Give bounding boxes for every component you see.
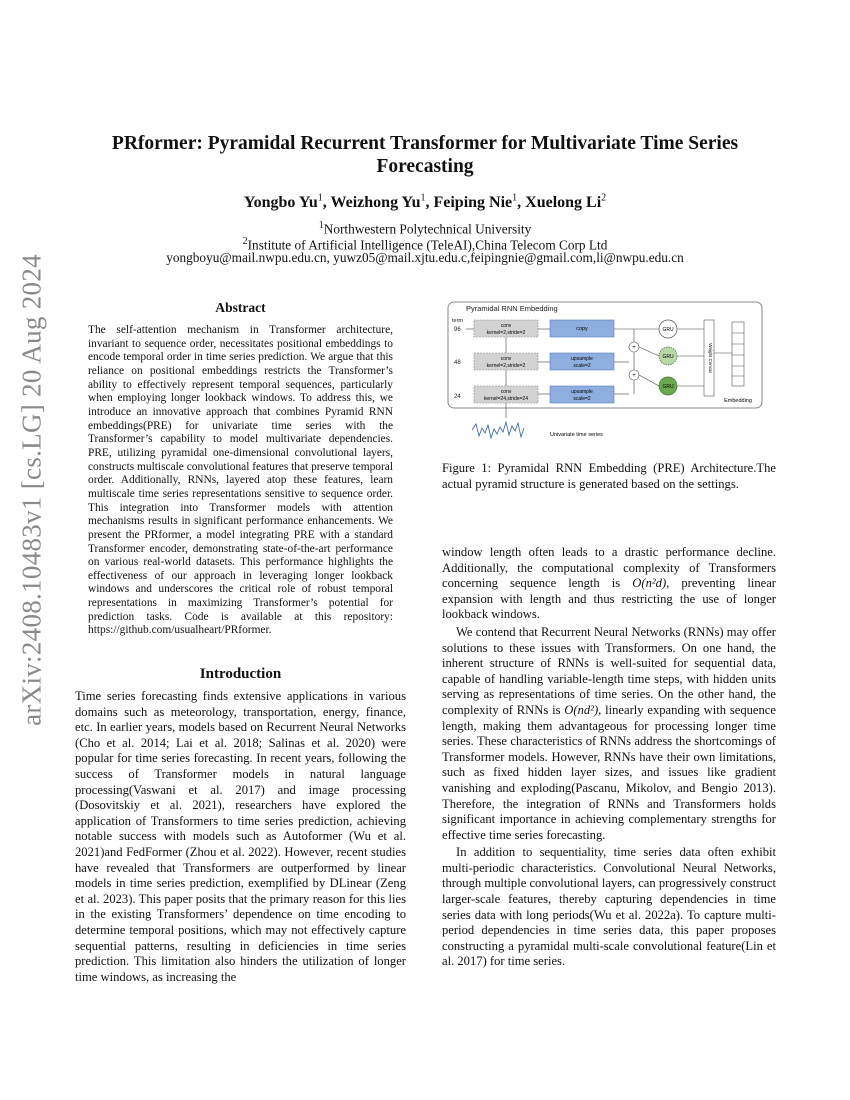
math: O(nd²) — [564, 702, 599, 717]
conv-params: kernel=24,stride=24 — [483, 396, 529, 402]
abstract-heading: Abstract — [215, 300, 266, 315]
op-label: upsample — [571, 389, 593, 395]
embedding-label: Embedding — [724, 398, 752, 404]
gru-label: GRU — [662, 384, 674, 390]
author: Yongbo Yu$^1$, — [243, 193, 331, 212]
univariate-series-line — [472, 422, 524, 438]
plus-sign: + — [632, 373, 636, 379]
paragraph: We contend that Recurrent Neural Networks (RNNs) may offer solutions to these issues with Transformers. On one hand, the inherent structure of RNNs is well-suited for sequential data, capable of handling variable-length time steps, with hidden units serving as representations of time series. On the other hand, the complexity of RNNs is O(nd²), linearly expanding with sequence length, making them advantageous for processing longer time series. These characteristics of RNNs address the shortcomings of Transformer models. However, RNNs have their own limitations, such as fixed hidden layer sizes, and issues like gradient vanishing and exploding(Pascanu, Mikolov, and Bengio 2013). Therefore, the integration of RNNs and Transformers holds significant importance in achieving complementary strengths for effective time series forecasting. — [442, 624, 776, 842]
paragraph: window length often leads to a drastic performance decline. Additionally, the computational complexity of Transformers concerning sequence length is O(n²d), preventing linear expansion with length and thus restricting the use of longer lookback windows. — [442, 545, 776, 622]
conv-params: kernel=2,stride=2 — [486, 363, 526, 369]
paper-title: PRformer: Pyramidal Recurrent Transformer for Multivariate Time Series Forecasting — [111, 133, 739, 177]
embedding-stack — [732, 322, 744, 386]
term-label: term — [452, 318, 463, 324]
figure-diagram — [446, 298, 764, 448]
op-params: scale=2 — [573, 396, 591, 402]
math: O(n²d) — [632, 576, 667, 591]
introduction-heading: Introduction — [199, 666, 282, 682]
introduction-text: Time series forecasting finds extensive applications in various domains such as meteorology, transportation, energy, finance, etc. In earlier years, models based on Recurrent Neural Networks (Cho et al. 2014; Lai et al. 2018; Salinas et al. 2020) were popular for time series forecasting. In recent years, following the success of Transformer models in natural language processing(Vaswani et al. 2017) and image processing (Dosovitskiy et al. 2021), researchers have explored the application of Transformers to time series prediction, achieving notable success with models such as Autoformer (Wu et al. 2021)and FedFormer (Zhou et al. 2022). However, recent studies have revealed that Transformers are outperformed by linear models in time series prediction, exemplified by DLinear (Zeng et al. 2023). This paper posits that the primary reason for this lies in the existing Transformers’ dependence on time encoding to determine temporal positions, which may not effectively capture sequential patterns, resulting in deficiencies in time series prediction. This limitation also hinders the utilization of longer time windows, as increasing the — [75, 689, 406, 984]
paragraph: In addition to sequentiality, time series data often exhibit multi-periodic characteristics. Convolutional Neural Networks, through multiple convolutional layers, can progressively construct larger-scale features, thereby capturing dependencies in time series data with long periods(Wu et al. 2022a). To capture multi-period dependencies in time series data, this paper proposes constructing a pyramidal multi-scale convolutional feature(Lin et al. 2017) for time series. — [442, 845, 777, 969]
right-column-text — [442, 545, 776, 970]
affiliation: $^2$Institute of Artificial Intelligence (TeleAI),China Telecom Corp Ltd — [242, 236, 608, 253]
author-emails: yongboyu@mail.nwpu.edu.cn, yuwz05@mail.xjtu.edu.c,feipingnie@gmail.com,li@nwpu.edu.cn — [166, 250, 684, 265]
term-value: 24 — [454, 394, 461, 400]
conv-label: conv — [500, 389, 512, 395]
op-label: copy — [576, 326, 588, 332]
author-list — [80, 193, 770, 212]
conv-label: conv — [500, 323, 512, 329]
concat-label: Weight Concat — [708, 343, 713, 373]
term-value: 96 — [454, 327, 461, 333]
abstract-text: The self-attention mechanism in Transformer architecture, invariant to sequence order, necessitates positional embeddings to encode temporal order in time series prediction. We argue that this reliance on positional embeddings restricts the Transformer’s ability to effectively represent temporal sequences, particularly when employing longer lookback windows. To address this, we introduce an innovative approach that combines Pyramid RNN embeddings(PRE) for univariate time series with the Transformer’s capability to model multivariate dependencies. PRE, utilizing pyramidal one-dimensional convolutional layers, constructs multiscale convolutional features that preserve temporal order. Additionally, RNNs, layered atop these features, learn multiscale time series representations sensitive to sequence order. This integration into Transformer models with attention mechanisms results in significant performance enhancements. We present the PRformer, a model integrating PRE with a standard Transformer encoder, demonstrating state-of-the-art performance on various real-world datasets. This performance highlights the effectiveness of our approach in leveraging longer lookback windows and underscores the critical role of robust temporal representations in maximizing Transformer’s potential for prediction tasks. Code is available at this repository: https://github.com/usualheart/PRformer. — [88, 324, 393, 637]
gru-label: GRU — [662, 354, 674, 360]
panel-title: Pyramidal RNN Embedding — [466, 304, 558, 313]
gru-label: GRU — [662, 327, 674, 333]
arxiv-side-label — [12, 254, 52, 726]
figure-pre-architecture — [446, 298, 764, 448]
input-label: Univariate time series — [550, 432, 603, 438]
conv-label: conv — [500, 356, 512, 362]
arxiv-identifier: arXiv:2408.10483v1 [cs.LG] 20 Aug 2024 — [16, 254, 47, 726]
author: Feiping Nie$^1$, — [433, 193, 526, 212]
op-params: scale=2 — [573, 363, 591, 369]
term-value: 48 — [454, 360, 461, 366]
figure-caption: Figure 1: Pyramidal RNN Embedding (PRE) Architecture.The actual pyramid structure is generated based on the settings. — [442, 461, 776, 491]
plus-sign: + — [632, 345, 636, 351]
author: Weizhong Yu$^1$, — [330, 193, 434, 212]
author: Xuelong Li$^2$ — [525, 193, 607, 212]
conv-params: kernel=2,stride=2 — [486, 330, 526, 336]
affiliation: $^1$Northwestern Polytechnical University — [318, 220, 532, 237]
op-label: upsample — [571, 356, 593, 362]
